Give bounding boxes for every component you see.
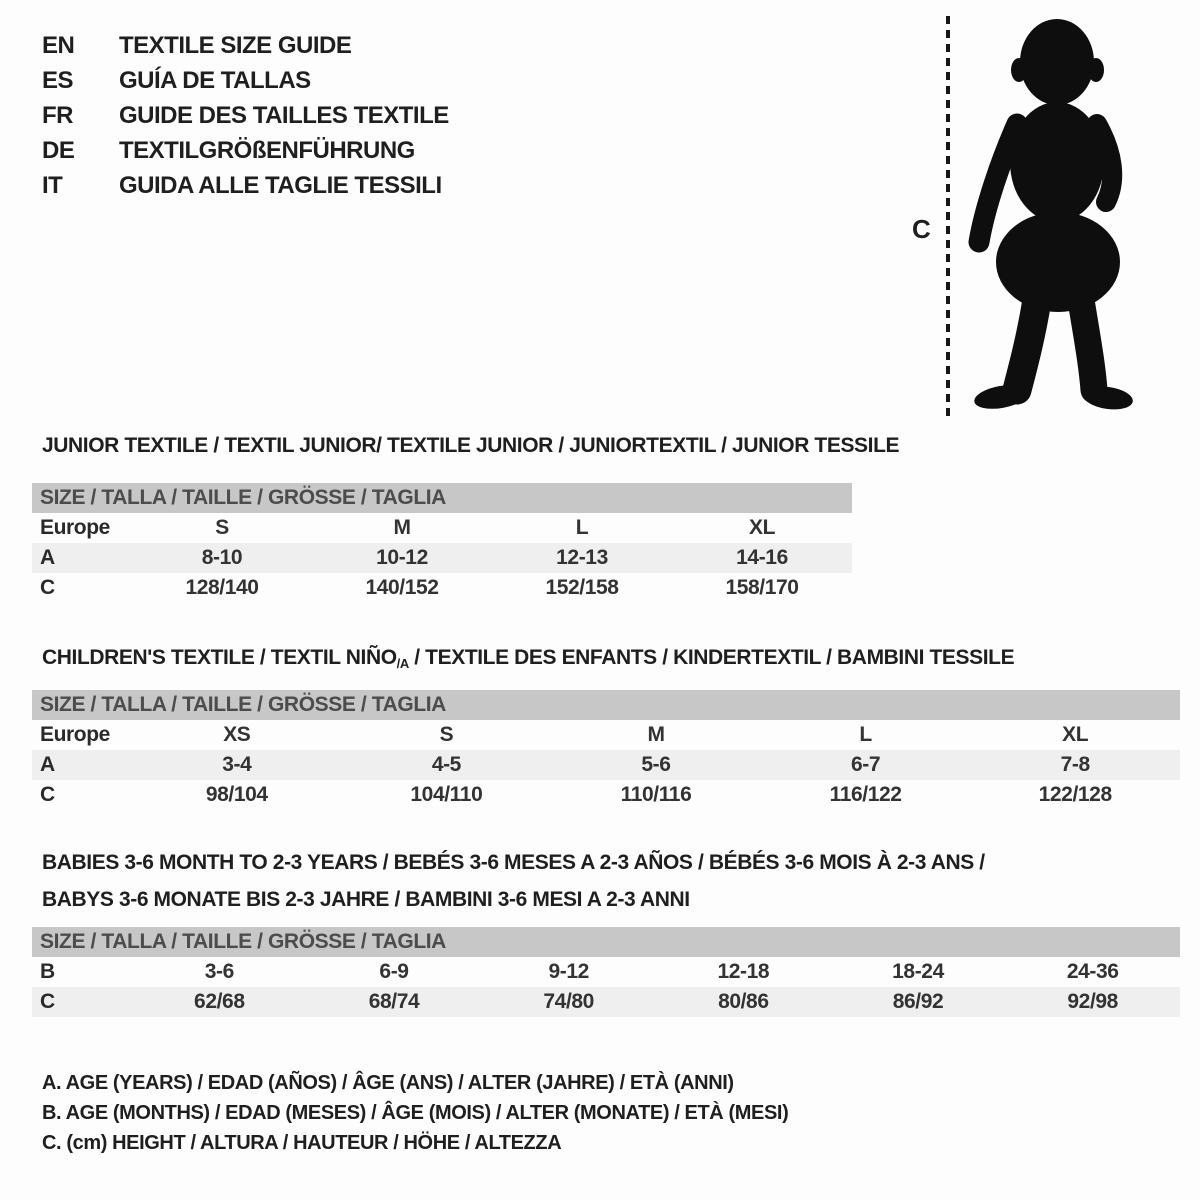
legend-line-b: B. AGE (MONTHS) / EDAD (MESES) / ÂGE (MOIS) / ALTER (MONATE) / ETÀ (MESI) [42,1102,789,1124]
size-value-cell: 92/98 [1067,990,1118,1013]
language-row [42,28,449,63]
size-value-cell: 8-10 [201,546,243,569]
table-row [32,513,852,543]
section-title-junior: JUNIOR TEXTILE / TEXTIL JUNIOR/ TEXTILE JUNIOR / JUNIORTEXTIL / JUNIOR TESSILE [42,434,900,457]
size-header-bar: SIZE / TALLA / TAILLE / GRÖSSE / TAGLIA [32,690,1180,720]
size-value-cell: 3-4 [222,753,252,776]
size-value-cell: XS [223,723,251,746]
language-code: IT [42,172,63,199]
language-title: GUÍA DE TALLAS [119,67,311,94]
size-value-cell: 158/170 [725,576,799,599]
section-title-babies-line2: BABYS 3-6 MONATE BIS 2-3 JAHRE / BAMBINI 3-6 MESI A 2-3 ANNI [42,888,690,911]
size-value-cell: 152/158 [545,576,619,599]
row-label: C [40,783,55,806]
language-row [42,133,449,168]
language-code: ES [42,67,74,94]
measure-label-c: C [912,214,931,244]
size-value-cell: 18-24 [892,960,944,983]
row-label: C [40,990,55,1013]
size-value-cell: 9-12 [548,960,589,983]
size-value-cell: M [393,516,411,539]
row-label: Europe [40,516,110,539]
language-title: GUIDA ALLE TAGLIE TESSILI [119,172,442,199]
size-table-children [32,690,1180,810]
legend-line-a: A. AGE (YEARS) / EDAD (AÑOS) / ÂGE (ANS) / ALTER (JAHRE) / ETÀ (ANNI) [42,1072,734,1094]
section-title-children [42,646,1014,671]
section-title-children-subscript: /A [396,656,409,671]
size-value-cell: 68/74 [368,990,420,1013]
table-row [32,780,1180,810]
size-value-cell: L [859,723,872,746]
size-value-cell: 122/128 [1038,783,1112,806]
language-title: GUIDE DES TAILLES TEXTILE [119,102,449,129]
height-measure-dashed-line [946,16,950,416]
language-row [42,63,449,98]
size-value-cell: 62/68 [194,990,245,1013]
size-value-cell: 24-36 [1066,960,1119,983]
size-value-cell: XL [1062,723,1089,746]
size-value-cell: 128/140 [185,576,259,599]
size-value-cell: 140/152 [365,576,439,599]
size-value-cell: 7-8 [1060,753,1090,776]
size-table-babies [32,927,1180,1017]
language-code: FR [42,102,73,129]
table-row [32,750,1180,780]
language-title: TEXTILGRÖßENFÜHRUNG [119,137,415,164]
language-list [42,28,449,203]
table-row [32,987,1180,1017]
row-label: B [40,960,55,983]
size-value-cell: M [647,723,665,746]
row-label: A [40,753,55,776]
language-row [42,98,449,133]
section-title-children-prefix: CHILDREN'S TEXTILE / TEXTIL NIÑO [42,646,397,669]
table-row [32,957,1180,987]
size-value-cell: 74/80 [543,990,594,1013]
row-label: A [40,546,55,569]
table-row [32,720,1180,750]
size-value-cell: XL [748,516,776,539]
size-value-cell: 6-9 [379,960,409,983]
size-value-cell: 12-18 [717,960,770,983]
size-value-cell: 6-7 [851,753,881,776]
size-value-cell: S [439,723,454,746]
size-value-cell: L [575,516,589,539]
section-title-children-suffix: / TEXTILE DES ENFANTS / KINDERTEXTIL / BAMBINI TESSILE [408,646,1015,669]
size-value-cell: 110/116 [620,783,692,806]
table-row [32,573,852,603]
section-title-babies [42,844,985,918]
size-value-cell: 12-13 [556,546,608,569]
size-value-cell: 10-12 [376,546,428,569]
language-title: TEXTILE SIZE GUIDE [119,32,352,59]
size-header-bar: SIZE / TALLA / TAILLE / GRÖSSE / TAGLIA [32,483,852,513]
size-table-junior [32,483,852,603]
legend-line-c: C. (cm) HEIGHT / ALTURA / HAUTEUR / HÖHE / ALTEZZA [42,1132,562,1154]
language-code: DE [42,137,75,164]
size-value-cell: 4-5 [431,753,461,776]
size-value-cell: 5-6 [641,753,671,776]
language-row [42,168,449,203]
size-value-cell: S [215,516,229,539]
size-value-cell: 98/104 [205,783,268,806]
size-value-cell: 104/110 [410,783,483,806]
size-value-cell: 86/92 [892,990,944,1013]
toddler-silhouette-icon [965,12,1137,412]
table-row [32,543,852,573]
size-value-cell: 14-16 [736,546,788,569]
size-header-bar: SIZE / TALLA / TAILLE / GRÖSSE / TAGLIA [32,927,1180,957]
legend [42,1068,788,1158]
language-code: EN [42,32,75,59]
row-label: Europe [40,723,110,746]
size-value-cell: 116/122 [829,783,902,806]
size-value-cell: 3-6 [204,960,234,983]
section-title-babies-line1: BABIES 3-6 MONTH TO 2-3 YEARS / BEBÉS 3-6 MESES A 2-3 AÑOS / BÉBÉS 3-6 MOIS À 2-3 ANS / [42,851,985,874]
size-value-cell: 80/86 [718,990,769,1013]
row-label: C [40,576,55,599]
